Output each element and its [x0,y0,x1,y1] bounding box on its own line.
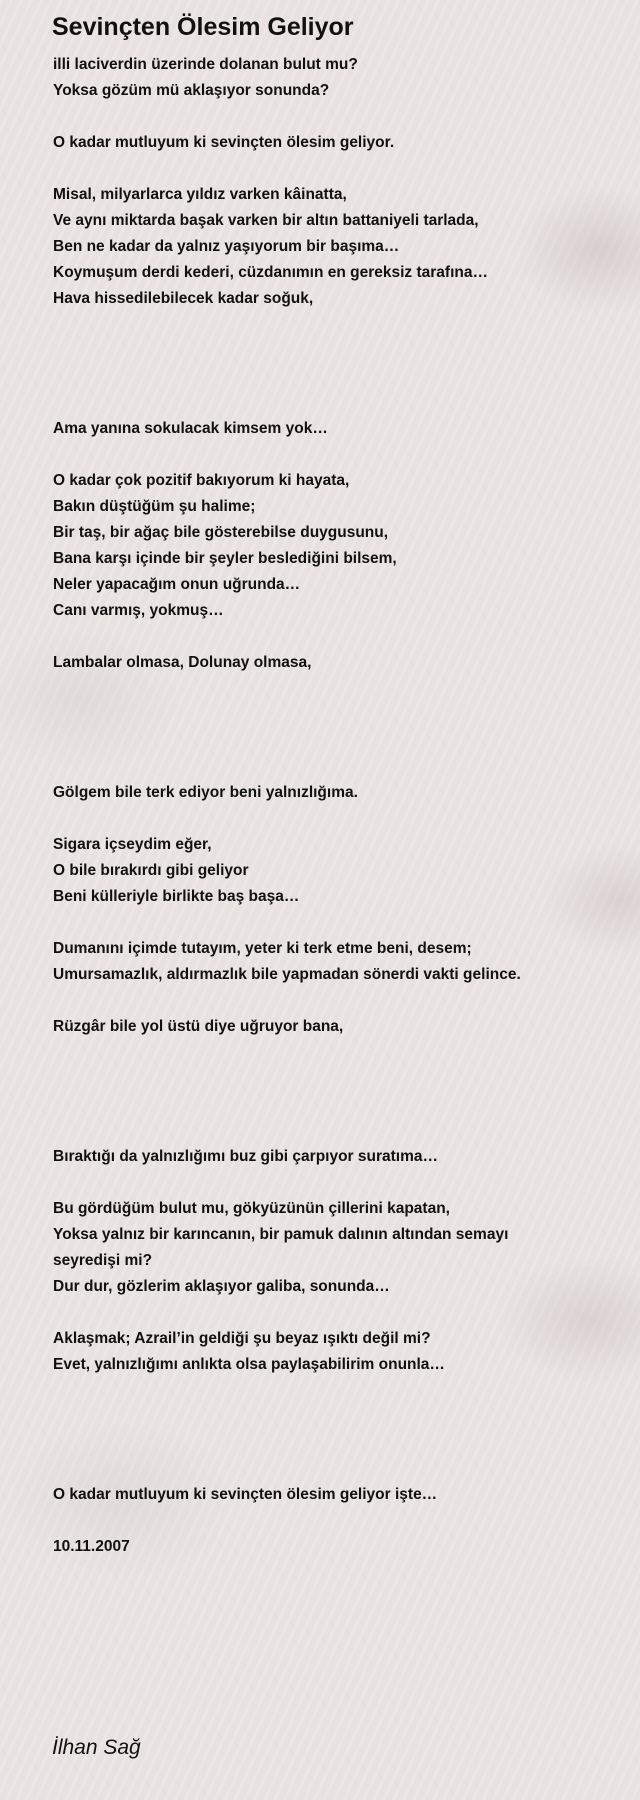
poem-line: Sigara içseydim eğer, [53,836,212,853]
stanza [53,416,633,442]
poem-line: Hava hissedilebilecek kadar soğuk, [53,290,314,307]
poem-line: Beni külleriyle birlikte baş başa… [53,888,300,905]
poem-line: O kadar mutluyum ki sevinçten ölesim geliyor. [53,134,395,151]
poem-line: Yoksa gözüm mü aklaşıyor sonunda? [53,82,330,99]
poem-line: Yoksa yalnız bir karıncanın, bir pamuk dalının altından semayı seyredişi mi? [53,1226,509,1269]
poem-line: Bakın düştüğüm şu halime; [53,498,256,515]
poem-title: Sevinçten Ölesim Geliyor [52,13,354,41]
poem-line: illi laciverdin üzerinde dolanan bulut mu? [53,56,358,73]
stanza [53,1144,633,1170]
poem-line: Misal, milyarlarca yıldız varken kâinatta, [53,186,347,203]
poem-line: Bana karşı içinde bir şeyler beslediğini bilsem, [53,550,397,567]
stanza [53,780,633,806]
poem-line: Gölgem bile terk ediyor beni yalnızlığıma. [53,784,358,801]
poem-line: Umursamazlık, aldırmazlık bile yapmadan sönerdi vakti gelince. [53,966,521,983]
poem-line: Ve aynı miktarda başak varken bir altın battaniyeli tarlada, [53,212,479,229]
stanza [53,468,633,624]
poem-line: Evet, yalnızlığımı anlıkta olsa paylaşabilirim onunla… [53,1356,445,1373]
poem-line: O kadar mutluyum ki sevinçten ölesim geliyor işte… [53,1486,438,1503]
poem-line: O kadar çok pozitif bakıyorum ki hayata, [53,472,350,489]
poem-line: Dumanını içimde tutayım, yeter ki terk etme beni, desem; [53,940,472,957]
stanza [53,1196,633,1300]
stanza [53,182,633,312]
poem-line: Ben ne kadar da yalnız yaşıyorum bir başıma… [53,238,400,255]
stanza [53,832,633,910]
stanza [53,1482,633,1508]
poem-line: Bir taş, bir ağaç bile gösterebilse duygusunu, [53,524,389,541]
poem-line: Aklaşmak; Azrail’in geldiği şu beyaz ışıktı değil mi? [53,1330,431,1347]
poem-line: Dur dur, gözlerim aklaşıyor galiba, sonunda… [53,1278,390,1295]
poem-line: Rüzgâr bile yol üstü diye uğruyor bana, [53,1018,344,1035]
poem-date: 10.11.2007 [53,1538,130,1555]
poem-line: Bu gördüğüm bulut mu, gökyüzünün çillerini kapatan, [53,1200,450,1217]
poem-line: O bile bırakırdı gibi geliyor [53,862,249,879]
poem-line: Canı varmış, yokmuş… [53,602,224,619]
stanza [53,936,633,988]
stanza [53,1326,633,1378]
poem-line: Bıraktığı da yalnızlığımı buz gibi çarpıyor suratıma… [53,1148,439,1165]
stanza [53,1014,633,1040]
poem-body [53,52,633,1560]
poem-line: Neler yapacağım onun uğrunda… [53,576,301,593]
poem-line: Ama yanına sokulacak kimsem yok… [53,420,328,437]
stanza [53,130,633,156]
stanza [53,650,633,676]
poem-author: İlhan Sağ [52,1736,141,1759]
poem-line: Koymuşum derdi kederi, cüzdanımın en gereksiz tarafına… [53,264,488,281]
stanza [53,52,633,104]
poem-line: Lambalar olmasa, Dolunay olmasa, [53,654,312,671]
